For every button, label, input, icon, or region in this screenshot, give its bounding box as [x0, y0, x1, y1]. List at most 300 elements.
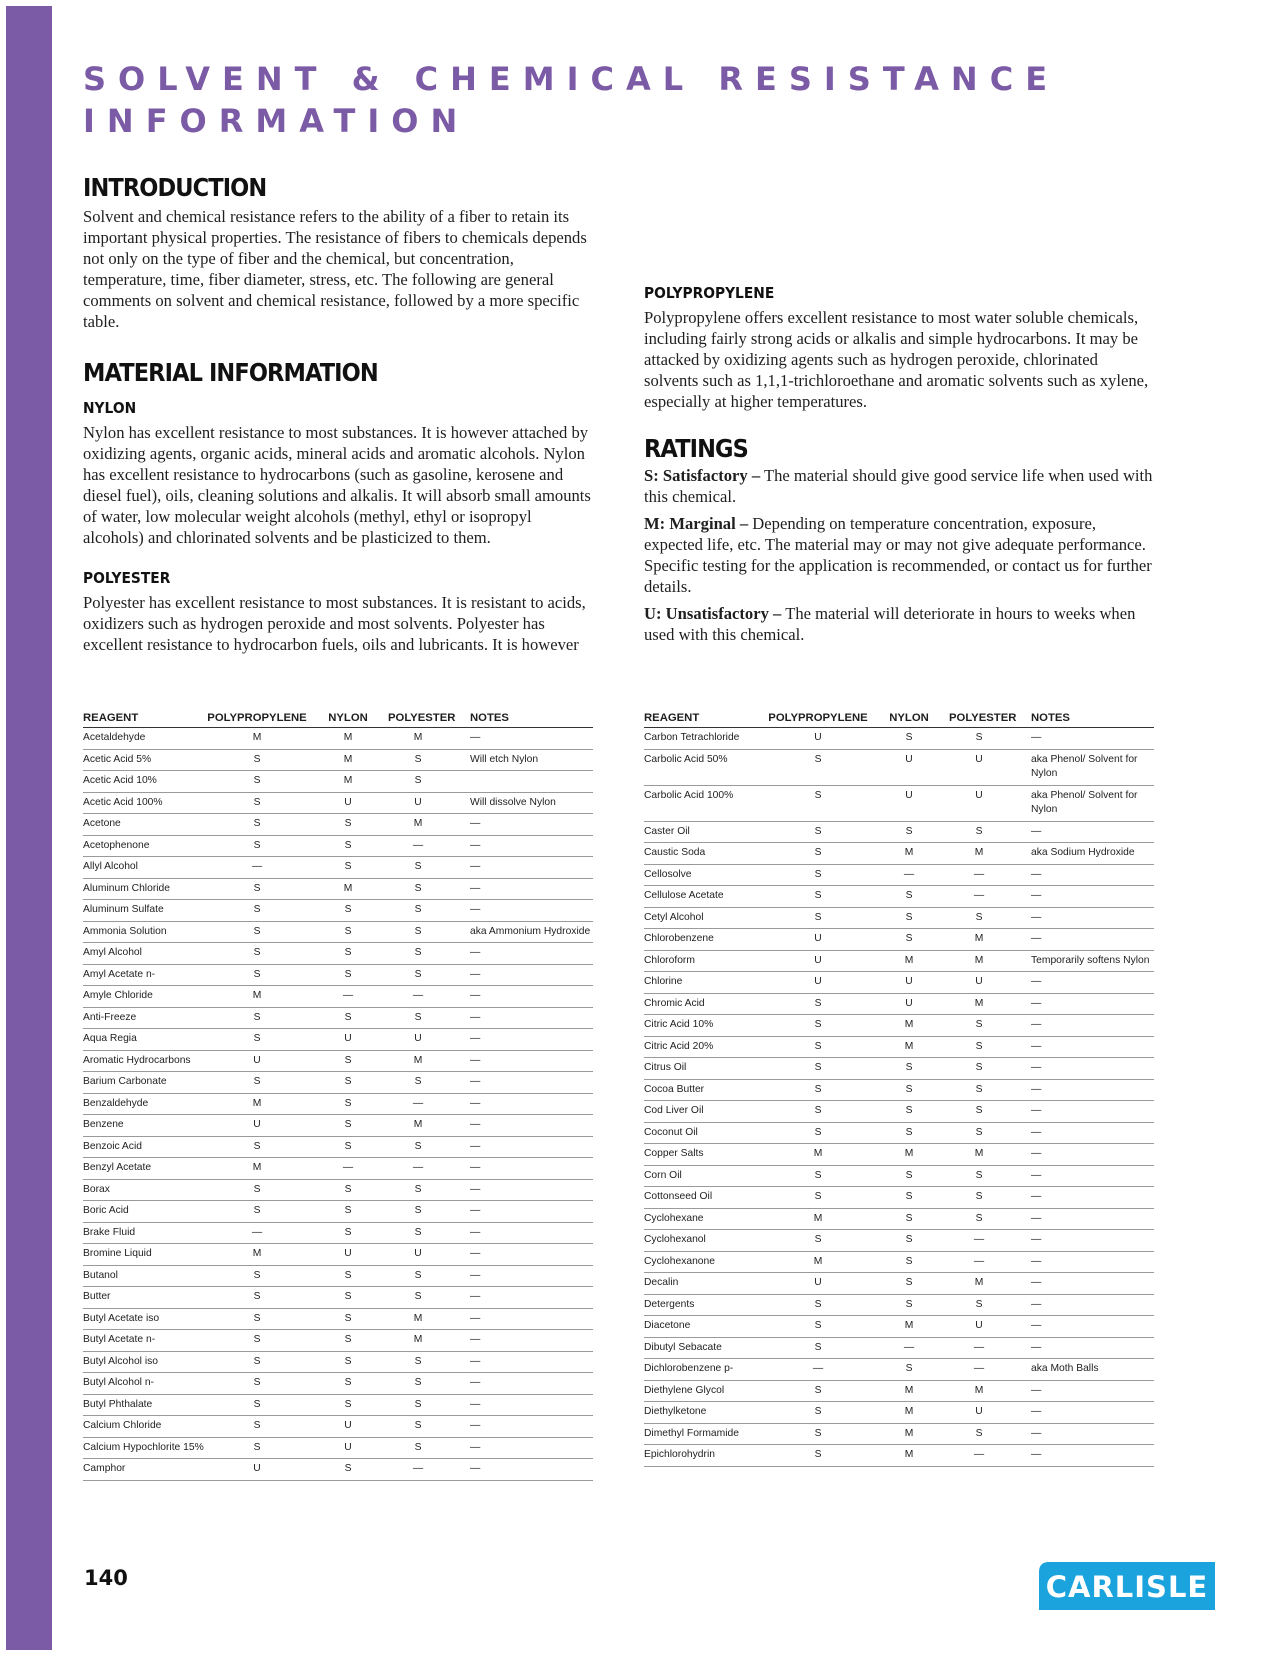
polyester-cell: M	[949, 929, 1009, 951]
table-row	[644, 1423, 1154, 1445]
polyester-cell: S	[949, 1187, 1009, 1209]
notes-cell: —	[1009, 1165, 1154, 1187]
polyester-cell: M	[388, 1330, 448, 1352]
notes-cell: —	[1009, 1230, 1154, 1252]
polyester-heading: POLYESTER	[83, 569, 171, 587]
table-row	[644, 1294, 1154, 1316]
table-row	[83, 728, 593, 750]
polypropylene-cell: S	[206, 771, 308, 793]
polypropylene-cell: S	[206, 1373, 308, 1395]
reagent-cell: Cyclohexanone	[644, 1251, 767, 1273]
polyester-cell: S	[388, 964, 448, 986]
polyester-cell: —	[949, 1230, 1009, 1252]
table-row	[644, 785, 1154, 821]
polypropylene-cell: S	[206, 792, 308, 814]
header-nylon: NYLON	[869, 708, 949, 728]
rating-s-text: The material should give good service life when used with this chemical.	[644, 466, 1153, 506]
polyester-cell: U	[949, 785, 1009, 821]
notes-cell: —	[1009, 1208, 1154, 1230]
polypropylene-cell: S	[206, 1029, 308, 1051]
header-reagent: REAGENT	[83, 708, 206, 728]
table-row	[83, 1308, 593, 1330]
polyester-text-continued	[644, 182, 1154, 266]
table-row	[644, 1187, 1154, 1209]
polypropylene-cell: —	[767, 1359, 869, 1381]
reagent-cell: Ammonia Solution	[83, 921, 206, 943]
polyester-cell: —	[949, 1445, 1009, 1467]
polyester-cell: S	[388, 1007, 448, 1029]
notes-cell: aka Sodium Hydroxide	[1009, 843, 1154, 865]
table-row	[83, 1330, 593, 1352]
polyester-cell: S	[388, 857, 448, 879]
polypropylene-cell: U	[767, 929, 869, 951]
polypropylene-cell: S	[206, 1179, 308, 1201]
table-row	[83, 1072, 593, 1094]
polypropylene-cell: S	[767, 749, 869, 785]
polypropylene-cell: S	[767, 1036, 869, 1058]
table-row	[644, 1445, 1154, 1467]
reagent-cell: Carbolic Acid 50%	[644, 749, 767, 785]
rating-u-text: The material will deteriorate in hours to weeks when used with this chemical.	[644, 604, 1136, 644]
table-row	[83, 792, 593, 814]
reagent-cell: Borax	[83, 1179, 206, 1201]
nylon-cell: —	[869, 864, 949, 886]
polypropylene-cell: S	[206, 1201, 308, 1223]
carlisle-logo	[1039, 1562, 1215, 1610]
polypropylene-cell: S	[767, 1316, 869, 1338]
nylon-cell: S	[308, 857, 388, 879]
notes-cell: —	[448, 1158, 593, 1180]
reagent-cell: Cyclohexane	[644, 1208, 767, 1230]
polypropylene-cell: S	[767, 1058, 869, 1080]
polypropylene-cell: S	[206, 1308, 308, 1330]
table-row	[644, 821, 1154, 843]
notes-cell: —	[448, 1201, 593, 1223]
polypropylene-cell: —	[206, 857, 308, 879]
table-row	[83, 1029, 593, 1051]
table-row	[644, 886, 1154, 908]
nylon-cell: S	[308, 1351, 388, 1373]
table-row	[644, 1380, 1154, 1402]
reagent-cell: Dibutyl Sebacate	[644, 1337, 767, 1359]
page-title: SOLVENT & CHEMICAL RESISTANCE INFORMATION	[83, 60, 1060, 140]
polyester-cell: S	[949, 1208, 1009, 1230]
notes-cell: —	[448, 1287, 593, 1309]
polypropylene-cell: S	[767, 821, 869, 843]
polypropylene-cell: S	[206, 1394, 308, 1416]
notes-cell: Temporarily softens Nylon	[1009, 950, 1154, 972]
reagent-cell: Benzoic Acid	[83, 1136, 206, 1158]
polypropylene-cell: U	[206, 1050, 308, 1072]
reagent-cell: Cellulose Acetate	[644, 886, 767, 908]
nylon-cell: S	[869, 1058, 949, 1080]
reagent-cell: Benzene	[83, 1115, 206, 1137]
notes-cell: —	[448, 1265, 593, 1287]
right-text-column	[644, 182, 1154, 651]
reagent-cell: Boric Acid	[83, 1201, 206, 1223]
nylon-cell: U	[869, 749, 949, 785]
table-row	[644, 1273, 1154, 1295]
notes-cell: —	[1009, 907, 1154, 929]
notes-cell: Will etch Nylon	[448, 749, 593, 771]
notes-cell: —	[1009, 886, 1154, 908]
notes-cell: —	[1009, 1079, 1154, 1101]
nylon-heading: NYLON	[83, 399, 137, 417]
reagent-cell: Butanol	[83, 1265, 206, 1287]
header-reagent: REAGENT	[644, 708, 767, 728]
table-row	[644, 1337, 1154, 1359]
table-row	[83, 1244, 593, 1266]
reagent-cell: Chlorine	[644, 972, 767, 994]
nylon-cell: S	[308, 835, 388, 857]
header-polypropylene: POLYPROPYLENE	[767, 708, 869, 728]
table-row	[83, 921, 593, 943]
reagent-cell: Copper Salts	[644, 1144, 767, 1166]
reagent-cell: Carbon Tetrachloride	[644, 728, 767, 750]
nylon-cell: S	[308, 964, 388, 986]
polyester-cell: S	[388, 921, 448, 943]
polyester-cell: —	[949, 1251, 1009, 1273]
polyester-cell: U	[949, 749, 1009, 785]
polypropylene-cell: S	[767, 1015, 869, 1037]
polyester-cell: S	[388, 1222, 448, 1244]
reagent-cell: Caster Oil	[644, 821, 767, 843]
reagent-cell: Butter	[83, 1287, 206, 1309]
polypropylene-cell: S	[206, 878, 308, 900]
reagent-cell: Butyl Acetate n-	[83, 1330, 206, 1352]
reagent-cell: Barium Carbonate	[83, 1072, 206, 1094]
logo-text: CARLISLE	[1045, 1570, 1209, 1604]
reagent-cell: Butyl Alcohol iso	[83, 1351, 206, 1373]
notes-cell: —	[1009, 1251, 1154, 1273]
polypropylene-text: Polypropylene offers excellent resistance to most water soluble chemicals, including fairly strong acids or alkalis and simple hydrocarbons. It may be attacked by oxidizing agents such as hydrogen peroxide, chlorinated solvents such as 1,1,1-trichloroethane and aromatic solvents such as xylene, especially at higher temperatures.	[644, 308, 1149, 411]
polypropylene-cell: U	[206, 1115, 308, 1137]
table-row	[644, 1079, 1154, 1101]
table-row	[644, 1402, 1154, 1424]
polyester-cell: M	[949, 993, 1009, 1015]
polyester-cell: S	[388, 1416, 448, 1438]
polypropylene-cell: S	[767, 864, 869, 886]
rating-m-text: Depending on temperature concentration, exposure, expected life, etc. The material may or may not give adequate performance. Specific testing for the application is recommended, or contact us for further details.	[644, 514, 1152, 596]
polyester-cell: M	[949, 1380, 1009, 1402]
reagent-cell: Diacetone	[644, 1316, 767, 1338]
nylon-cell: S	[869, 1230, 949, 1252]
polyester-cell: S	[949, 1058, 1009, 1080]
table-row	[83, 1050, 593, 1072]
polypropylene-cell: S	[767, 1337, 869, 1359]
table-row	[83, 1394, 593, 1416]
polyester-cell: —	[949, 864, 1009, 886]
notes-cell: —	[1009, 1316, 1154, 1338]
polypropylene-cell: S	[767, 1294, 869, 1316]
notes-cell: —	[448, 1093, 593, 1115]
polypropylene-cell: S	[206, 1136, 308, 1158]
reagent-cell: Cetyl Alcohol	[644, 907, 767, 929]
notes-cell: —	[1009, 1187, 1154, 1209]
table-header-row	[644, 708, 1154, 728]
nylon-cell: S	[308, 1265, 388, 1287]
reagent-cell: Chlorobenzene	[644, 929, 767, 951]
table-row	[644, 843, 1154, 865]
reagent-cell: Epichlorohydrin	[644, 1445, 767, 1467]
polypropylene-cell: U	[767, 950, 869, 972]
ratings-heading: RATINGS	[644, 434, 748, 463]
polyester-cell: S	[388, 1437, 448, 1459]
nylon-cell: S	[308, 1201, 388, 1223]
nylon-cell: M	[869, 950, 949, 972]
notes-cell: —	[448, 964, 593, 986]
left-text-column	[83, 173, 593, 655]
reagent-cell: Corn Oil	[644, 1165, 767, 1187]
reagent-cell: Diethylketone	[644, 1402, 767, 1424]
polyester-cell: —	[388, 1158, 448, 1180]
polypropylene-cell: U	[206, 1459, 308, 1481]
polypropylene-cell: S	[206, 1416, 308, 1438]
polypropylene-cell: S	[206, 1330, 308, 1352]
reagent-cell: Amyl Alcohol	[83, 943, 206, 965]
reagent-cell: Chloroform	[644, 950, 767, 972]
header-nylon: NYLON	[308, 708, 388, 728]
polyester-cell: S	[388, 1072, 448, 1094]
nylon-cell: S	[869, 728, 949, 750]
polyester-cell: M	[388, 814, 448, 836]
polyester-cell: —	[388, 1093, 448, 1115]
polypropylene-heading: POLYPROPYLENE	[644, 284, 775, 302]
reagent-cell: Acetone	[83, 814, 206, 836]
polypropylene-cell: S	[767, 1165, 869, 1187]
polypropylene-cell: S	[767, 1187, 869, 1209]
table-row	[644, 1251, 1154, 1273]
nylon-cell: S	[308, 1072, 388, 1094]
polyester-cell: M	[388, 1308, 448, 1330]
table-row	[83, 1115, 593, 1137]
notes-cell: —	[448, 1136, 593, 1158]
nylon-cell: M	[308, 878, 388, 900]
nylon-cell: S	[308, 814, 388, 836]
reagent-cell: Butyl Acetate iso	[83, 1308, 206, 1330]
notes-cell: —	[1009, 1122, 1154, 1144]
polyester-cell: S	[388, 1351, 448, 1373]
nylon-cell: M	[869, 1144, 949, 1166]
notes-cell: —	[448, 1437, 593, 1459]
notes-cell: —	[448, 835, 593, 857]
introduction-text: Solvent and chemical resistance refers to the ability of a fiber to retain its important physical properties. The resistance of fibers to chemicals depends not only on the type of fiber and the chemical, but concentration, temperature, time, fiber diameter, stress, etc. The following are general comments on solvent and chemical resistance, followed by a more specific table.	[83, 207, 587, 331]
table-row	[83, 1007, 593, 1029]
polyester-cell: U	[388, 1029, 448, 1051]
nylon-cell: S	[869, 1165, 949, 1187]
nylon-cell: S	[869, 1273, 949, 1295]
reagent-cell: Brake Fluid	[83, 1222, 206, 1244]
nylon-cell: —	[308, 1158, 388, 1180]
reagent-cell: Dimethyl Formamide	[644, 1423, 767, 1445]
nylon-cell: —	[308, 986, 388, 1008]
notes-cell: —	[448, 1222, 593, 1244]
polypropylene-cell: S	[206, 921, 308, 943]
table-row	[83, 1459, 593, 1481]
polypropylene-cell: M	[206, 1158, 308, 1180]
notes-cell: —	[448, 1373, 593, 1395]
table-row	[83, 1373, 593, 1395]
table-row	[644, 1036, 1154, 1058]
notes-cell: —	[1009, 1380, 1154, 1402]
rating-m-label: M: Marginal –	[644, 514, 749, 533]
polypropylene-cell: S	[767, 1101, 869, 1123]
notes-cell: —	[1009, 1144, 1154, 1166]
nylon-cell: S	[308, 1050, 388, 1072]
table-row	[83, 1222, 593, 1244]
notes-cell: —	[448, 878, 593, 900]
polypropylene-cell: S	[767, 907, 869, 929]
resistance-table-left	[83, 708, 593, 1481]
polyester-cell: —	[949, 1337, 1009, 1359]
notes-cell: —	[448, 1351, 593, 1373]
nylon-cell: S	[308, 1308, 388, 1330]
nylon-cell: S	[869, 1101, 949, 1123]
table-row	[644, 907, 1154, 929]
nylon-cell: M	[308, 749, 388, 771]
nylon-cell: M	[869, 1036, 949, 1058]
polypropylene-cell: U	[767, 1273, 869, 1295]
polypropylene-cell: S	[206, 1072, 308, 1094]
nylon-cell: M	[869, 1015, 949, 1037]
nylon-cell: S	[869, 929, 949, 951]
polypropylene-cell: S	[206, 814, 308, 836]
table-row	[644, 1101, 1154, 1123]
polyester-cell: —	[949, 1359, 1009, 1381]
reagent-cell: Caustic Soda	[644, 843, 767, 865]
material-information-heading: MATERIAL INFORMATION	[83, 358, 378, 387]
rating-satisfactory	[644, 465, 1154, 507]
table-row	[83, 1093, 593, 1115]
reagent-cell: Diethylene Glycol	[644, 1380, 767, 1402]
table-row	[83, 1437, 593, 1459]
header-notes: NOTES	[1009, 708, 1154, 728]
polypropylene-cell: S	[206, 1437, 308, 1459]
polypropylene-cell: S	[767, 1380, 869, 1402]
polyester-cell: S	[388, 1136, 448, 1158]
polyester-cell: —	[388, 986, 448, 1008]
reagent-cell: Aluminum Chloride	[83, 878, 206, 900]
polypropylene-cell: S	[767, 843, 869, 865]
table-row	[83, 1351, 593, 1373]
notes-cell: —	[448, 1244, 593, 1266]
nylon-cell: S	[869, 907, 949, 929]
reagent-cell: Cellosolve	[644, 864, 767, 886]
polyester-cell: U	[949, 1402, 1009, 1424]
notes-cell: aka Moth Balls	[1009, 1359, 1154, 1381]
notes-cell: —	[1009, 1423, 1154, 1445]
polyester-cell: M	[949, 843, 1009, 865]
reagent-cell: Aqua Regia	[83, 1029, 206, 1051]
reagent-cell: Allyl Alcohol	[83, 857, 206, 879]
polyester-cell: S	[949, 1015, 1009, 1037]
reagent-cell: Camphor	[83, 1459, 206, 1481]
polyester-cell: —	[949, 886, 1009, 908]
notes-cell: —	[448, 1308, 593, 1330]
polyester-cell: M	[949, 1273, 1009, 1295]
notes-cell: —	[448, 986, 593, 1008]
nylon-cell: U	[308, 1416, 388, 1438]
page-number: 140	[84, 1566, 128, 1590]
notes-cell: —	[1009, 1273, 1154, 1295]
polyester-cell: M	[388, 728, 448, 750]
notes-cell: —	[448, 1072, 593, 1094]
reagent-cell: Acetic Acid 100%	[83, 792, 206, 814]
nylon-cell: S	[308, 1222, 388, 1244]
table-row	[83, 814, 593, 836]
reagent-cell: Benzyl Acetate	[83, 1158, 206, 1180]
polyester-cell: S	[949, 1036, 1009, 1058]
notes-cell: —	[1009, 1294, 1154, 1316]
table-row	[83, 1201, 593, 1223]
side-accent-bar	[6, 6, 52, 1650]
polypropylene-cell: S	[767, 1423, 869, 1445]
table-row	[644, 1230, 1154, 1252]
nylon-cell: S	[308, 1093, 388, 1115]
reagent-cell: Anti-Freeze	[83, 1007, 206, 1029]
reagent-cell: Carbolic Acid 100%	[644, 785, 767, 821]
reagent-cell: Citric Acid 20%	[644, 1036, 767, 1058]
notes-cell: —	[448, 1029, 593, 1051]
table-row	[644, 1122, 1154, 1144]
polyester-cell: —	[388, 1459, 448, 1481]
nylon-cell: S	[308, 900, 388, 922]
reagent-cell: Acetic Acid 10%	[83, 771, 206, 793]
nylon-cell: S	[308, 1330, 388, 1352]
nylon-cell: U	[308, 1244, 388, 1266]
polyester-cell: S	[949, 1423, 1009, 1445]
notes-cell: —	[448, 1416, 593, 1438]
nylon-cell: S	[869, 1208, 949, 1230]
table-row	[83, 964, 593, 986]
nylon-cell: M	[869, 843, 949, 865]
polyester-cell: S	[388, 900, 448, 922]
reagent-cell: Aluminum Sulfate	[83, 900, 206, 922]
reagent-cell: Cod Liver Oil	[644, 1101, 767, 1123]
nylon-cell: S	[308, 1115, 388, 1137]
notes-cell: —	[448, 1050, 593, 1072]
polyester-cell: S	[949, 1294, 1009, 1316]
polypropylene-cell: S	[767, 1230, 869, 1252]
polypropylene-cell: U	[767, 728, 869, 750]
polyester-cell: S	[388, 749, 448, 771]
header-polypropylene: POLYPROPYLENE	[206, 708, 308, 728]
polyester-cell: S	[388, 1179, 448, 1201]
polypropylene-cell: M	[206, 1244, 308, 1266]
reagent-cell: Calcium Chloride	[83, 1416, 206, 1438]
nylon-cell: S	[869, 886, 949, 908]
table-row	[644, 972, 1154, 994]
reagent-cell: Cottonseed Oil	[644, 1187, 767, 1209]
notes-cell: —	[448, 1459, 593, 1481]
nylon-cell: S	[869, 821, 949, 843]
reagent-cell: Coconut Oil	[644, 1122, 767, 1144]
nylon-cell: S	[308, 1136, 388, 1158]
polyester-text	[83, 592, 593, 655]
notes-cell: —	[448, 728, 593, 750]
polypropylene-cell: S	[767, 993, 869, 1015]
polyester-cell: S	[949, 1165, 1009, 1187]
notes-cell: —	[448, 1330, 593, 1352]
notes-cell: —	[1009, 728, 1154, 750]
polyester-cell: S	[388, 1287, 448, 1309]
polypropylene-cell: M	[767, 1144, 869, 1166]
notes-cell: —	[448, 1115, 593, 1137]
reagent-cell: Aromatic Hydrocarbons	[83, 1050, 206, 1072]
nylon-cell: U	[308, 1437, 388, 1459]
table-header-row	[83, 708, 593, 728]
reagent-cell: Acetophenone	[83, 835, 206, 857]
